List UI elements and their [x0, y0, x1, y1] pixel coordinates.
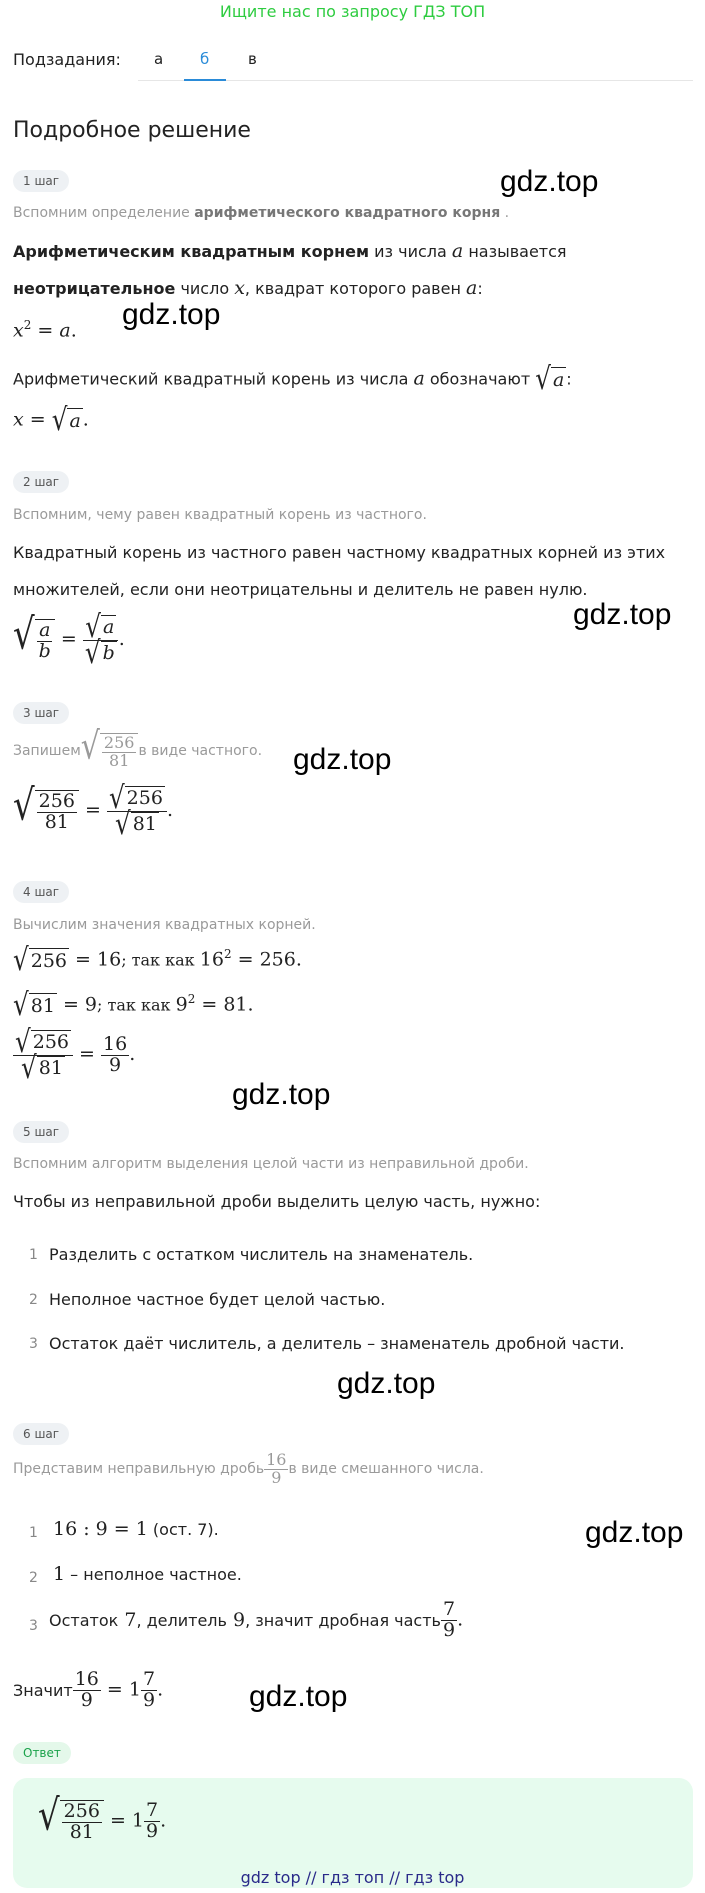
definition-line-2: неотрицательное число x, квадрат которого равен a:: [13, 277, 483, 299]
list-item: Остаток 7 , делитель 9 , значит дробная часть $\frac{7}{9}$ .: [49, 1598, 464, 1641]
subtasks-label: Подзадания:: [13, 50, 121, 69]
algorithm-intro: Чтобы из неправильной дроби выделить целую часть, нужно:: [13, 1192, 541, 1211]
active-tab-indicator: [184, 79, 226, 81]
step-badge-3: 3 шаг: [13, 702, 69, 724]
step-hint: Вычислим значения квадратных корней.: [13, 917, 316, 933]
list-number: 3: [29, 1336, 38, 1352]
tab-b[interactable]: б: [200, 50, 210, 68]
page-title: Подробное решение: [13, 118, 251, 143]
footer-links[interactable]: gdz top // гдз топ // гдз top: [240, 1868, 465, 1887]
formula-sqrt-256-81: √ $\frac{256}{81}$ = √ 256 √ 81 .: [13, 779, 173, 842]
list-number: 3: [29, 1618, 38, 1634]
watermark: gdz.top: [573, 598, 672, 631]
watermark: gdz.top: [500, 165, 599, 198]
step-hint: Вспомним алгоритм выделения целой части из неправильной дроби.: [13, 1156, 529, 1172]
list-number: 1: [29, 1247, 38, 1263]
list-number: 1: [29, 1525, 38, 1541]
list-item: Неполное частное будет целой частью.: [49, 1290, 386, 1309]
notation-line: Арифметический квадратный корень из числа a обозначают √ a :: [13, 360, 572, 397]
formula-x-sqrt-a: x = √ a .: [13, 401, 89, 438]
step-hint: Вспомним, чему равен квадратный корень из частного.: [13, 507, 427, 523]
answer-badge: Ответ: [13, 1742, 71, 1764]
watermark: gdz.top: [249, 1680, 348, 1713]
step-hint: Вспомним определение арифметического квадратного корня .: [13, 205, 510, 221]
rule-line-1: Квадратный корень из частного равен частному квадратных корней из этих: [13, 543, 666, 562]
rule-line-2: множителей, если они неотрицательны и делитель не равен нулю.: [13, 580, 588, 599]
watermark: gdz.top: [232, 1078, 331, 1111]
watermark: gdz.top: [337, 1367, 436, 1400]
list-number: 2: [29, 1292, 38, 1308]
watermark: gdz.top: [585, 1516, 684, 1549]
step-badge-1: 1 шаг: [13, 170, 69, 192]
step-badge-6: 6 шаг: [13, 1423, 69, 1445]
step-hint: Представим неправильную дробь $\frac{16}{9}$ в виде смешанного числа.: [13, 1450, 484, 1487]
list-item: Остаток даёт числитель, а делитель – знаменатель дробной части.: [49, 1334, 625, 1353]
formula-result-fraction: √ 256 √ 81 = $\frac{16}{9}$ .: [15, 1023, 136, 1086]
formula-x-squared: $x^2 = a$.: [13, 318, 77, 342]
watermark: gdz.top: [122, 298, 221, 331]
formula-sqrt-81: √ 81 = 9; так как $9^2 = 81$.: [13, 986, 254, 1023]
formula-sqrt-quotient: √ $\frac{a}{b}$ = √ a √ b .: [13, 608, 125, 671]
tab-v[interactable]: в: [248, 50, 257, 68]
search-banner: Ищите нас по запросу ГДЗ ТОП: [219, 2, 486, 21]
conclusion-line: Значит $\frac{16}{9}$ = 1 $\frac{7}{9}$ .: [13, 1668, 164, 1711]
list-item: 16 : 9 = 1 (ост. 7).: [53, 1518, 219, 1540]
step-badge-2: 2 шаг: [13, 471, 69, 493]
answer-formula: √ $\frac{256}{81}$ = 1 $\frac{7}{9}$ .: [38, 1790, 167, 1843]
tab-a[interactable]: а: [154, 50, 164, 68]
list-number: 2: [29, 1570, 38, 1586]
step-badge-4: 4 шаг: [13, 881, 69, 903]
watermark: gdz.top: [293, 743, 392, 776]
list-item: Разделить с остатком числитель на знаменатель.: [49, 1245, 474, 1264]
formula-sqrt-256: √ 256 = 16; так как $16^2 = 256$.: [13, 941, 302, 978]
step-hint: Запишем √ $\frac{256}{81}$ в виде частного.: [13, 724, 263, 770]
list-item: 1 – неполное частное.: [53, 1563, 242, 1585]
definition-line-1: Арифметическим квадратным корнем из числа a называется: [13, 240, 567, 262]
step-badge-5: 5 шаг: [13, 1121, 69, 1143]
